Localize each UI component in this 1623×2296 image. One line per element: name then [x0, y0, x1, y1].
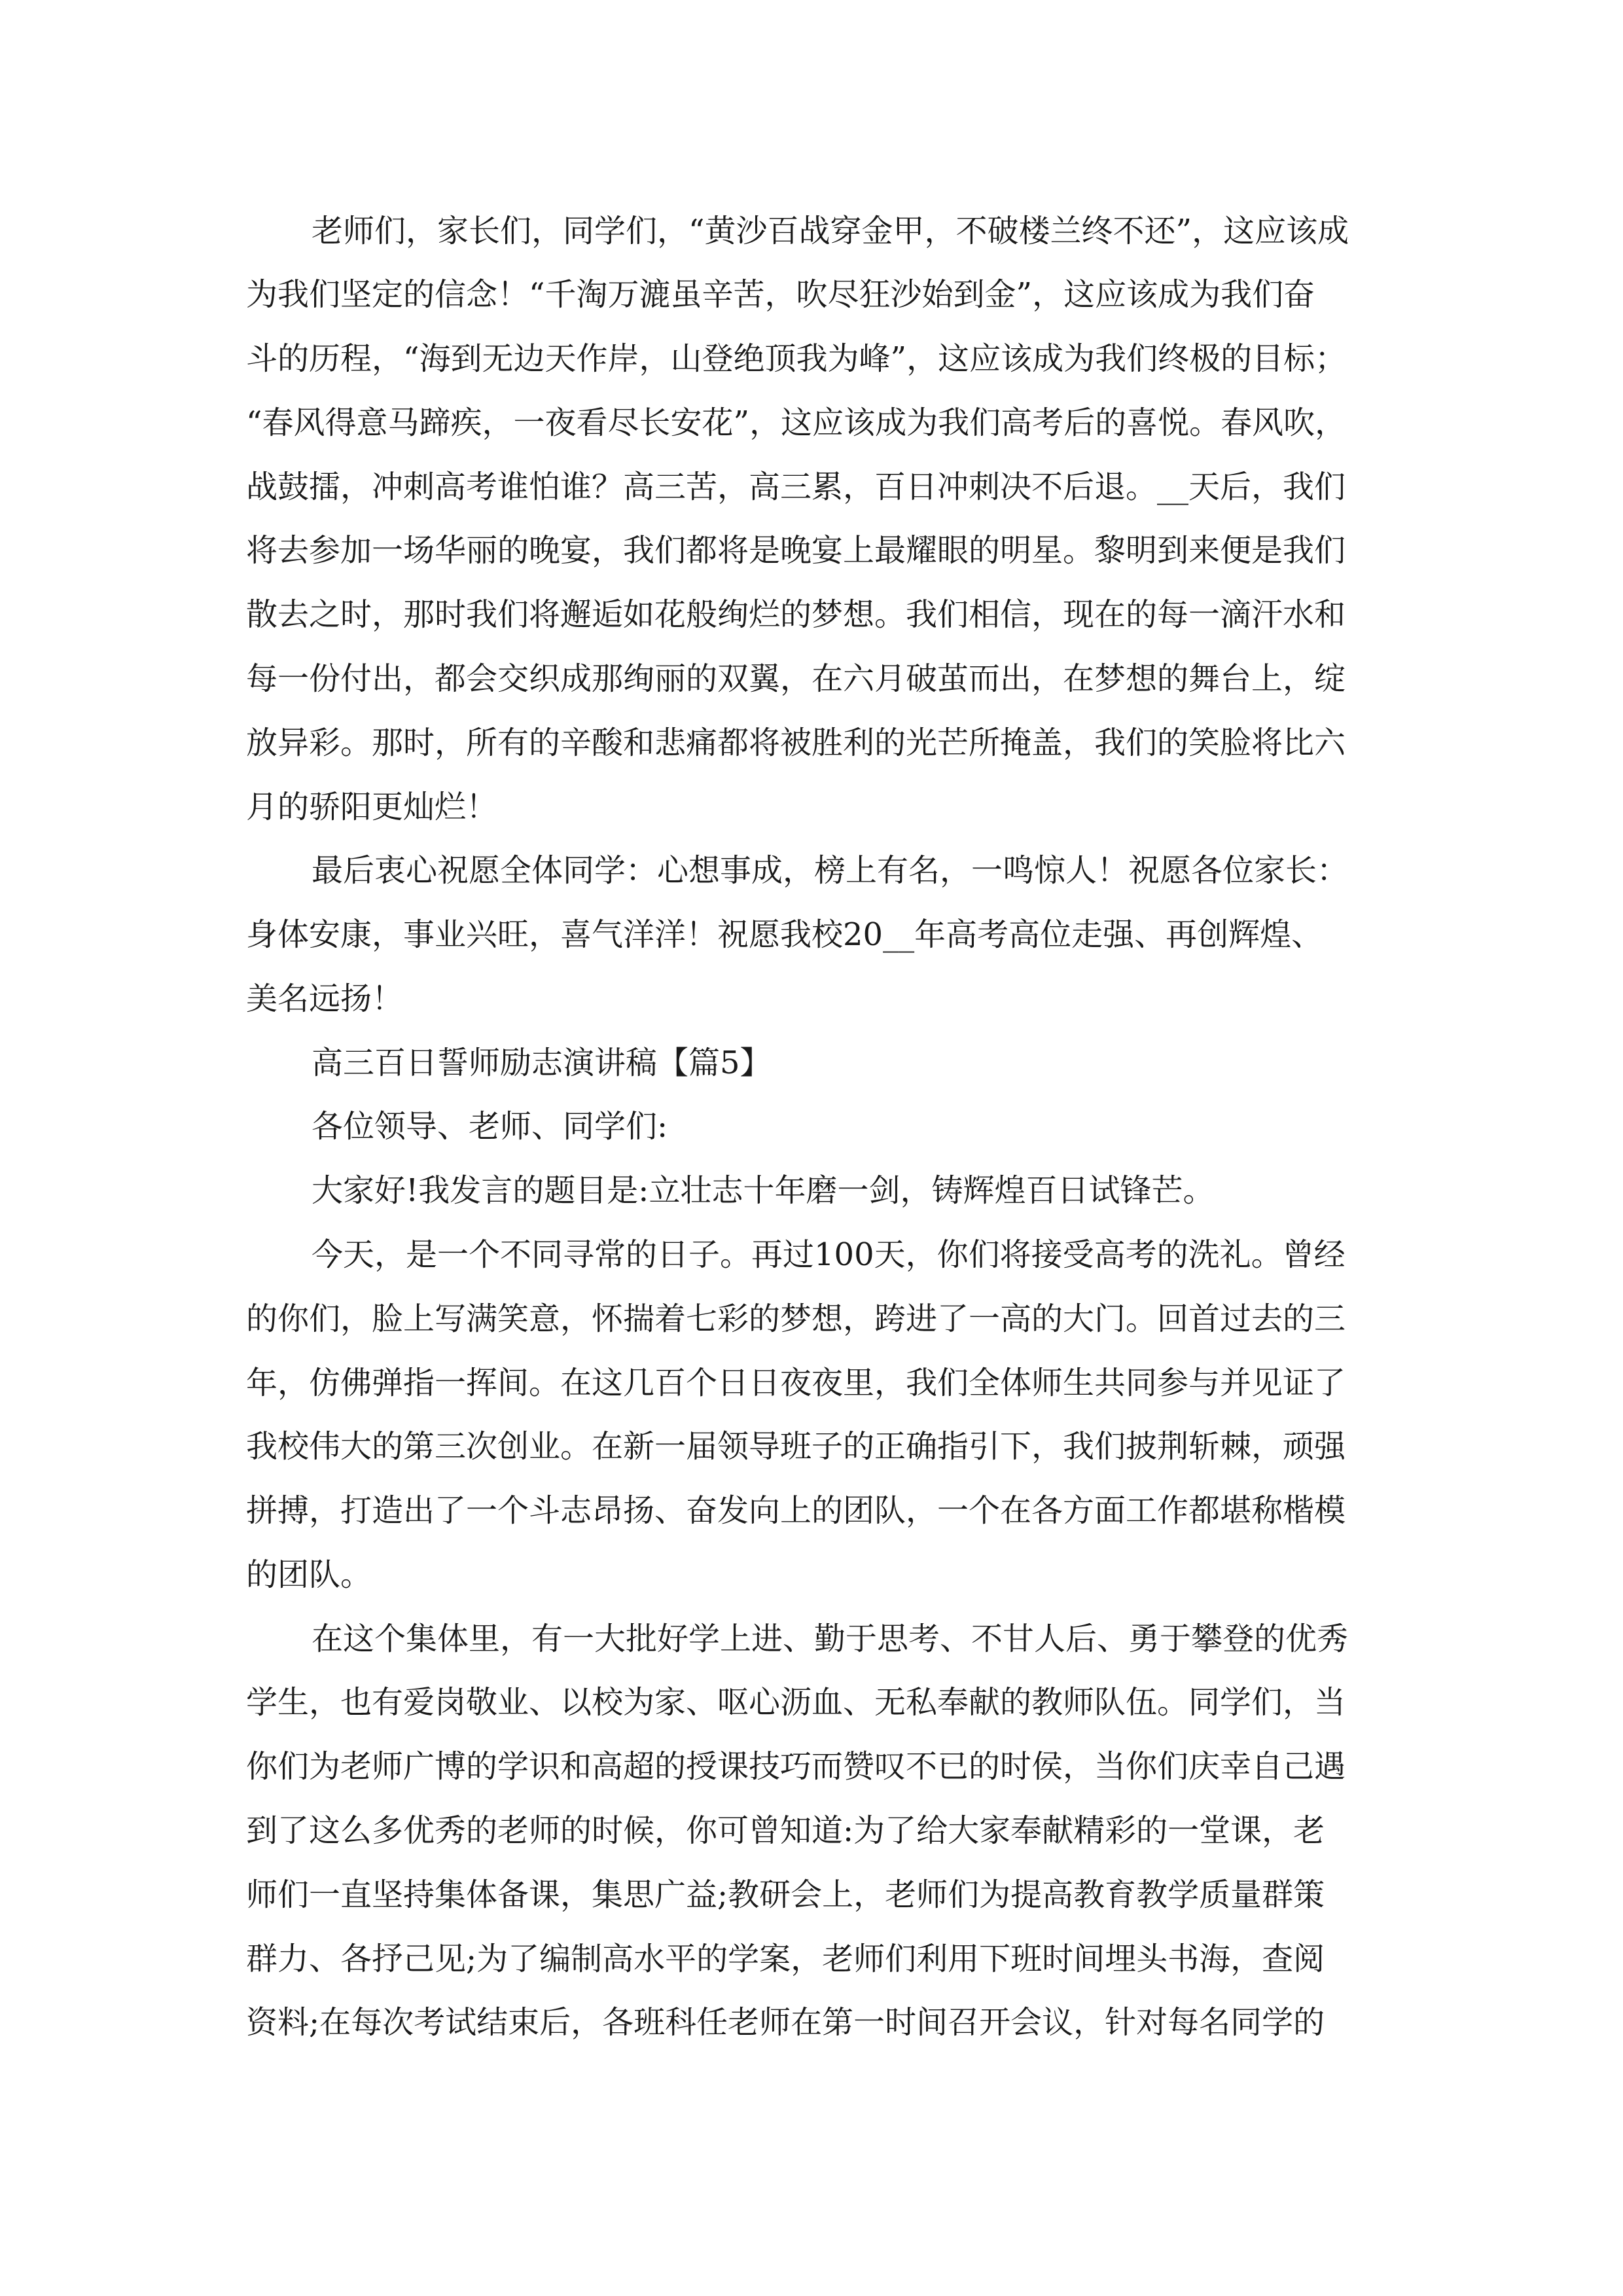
- paragraph-1-line-8: 每一份付出，都会交织成那绚丽的双翼，在六月破茧而出，在梦想的舞台上，绽: [246, 660, 1346, 697]
- paragraph-1-line-9: 放异彩。那时，所有的辛酸和悲痛都将被胜利的光芒所掩盖，我们的笑脸将比六: [246, 725, 1346, 761]
- paragraph-3-line-5: 拼搏，打造出了一个斗志昂扬、奋发向上的团队，一个在各方面工作都堪称楷模: [246, 1492, 1346, 1529]
- section-heading: 高三百日誓师励志演讲稿【篇5】: [312, 1045, 772, 1081]
- paragraph-1-line-2: 为我们坚定的信念！“千淘万漉虽辛苦，吹尽狂沙始到金”，这应该成为我们奋: [246, 276, 1315, 313]
- paragraph-4-line-4: 到了这么多优秀的老师的时候，你可曾知道:为了给大家奉献精彩的一堂课，老: [246, 1812, 1325, 1849]
- paragraph-3-line-3: 年，仿佛弹指一挥间。在这几百个日日夜夜里，我们全体师生共同参与并见证了: [246, 1365, 1346, 1401]
- paragraph-4-line-7: 资料;在每次考试结束后，各班科任老师在第一时间召开会议，针对每名同学的: [246, 2004, 1325, 2041]
- paragraph-1-line-3: 斗的历程，“海到无边天作岸，山登绝顶我为峰”，这应该成为我们终极的目标；: [246, 340, 1347, 377]
- paragraph-1-line-5: 战鼓擂，冲刺高考谁怕谁？高三苦，高三累，百日冲刺决不后退。__天后，我们: [246, 469, 1346, 505]
- paragraph-4-line-1: 在这个集体里，有一大批好学上进、勤于思考、不甘人后、勇于攀登的优秀: [312, 1621, 1349, 1657]
- paragraph-1-line-7: 散去之时，那时我们将邂逅如花般绚烂的梦想。我们相信，现在的每一滴汗水和: [246, 596, 1346, 633]
- salutation-line: 各位领导、老师、同学们:: [312, 1108, 668, 1145]
- paragraph-1-line-1: 老师们，家长们，同学们，“黄沙百战穿金甲，不破楼兰终不还”，这应该成: [312, 213, 1349, 249]
- paragraph-4-line-5: 师们一直坚持集体备课，集思广益;教研会上，老师们为提高教育教学质量群策: [246, 1876, 1325, 1913]
- topic-line: 大家好!我发言的题目是:立壮志十年磨一剑，铸辉煌百日试锋芒。: [312, 1172, 1215, 1209]
- paragraph-3-line-2: 的你们，脸上写满笑意，怀揣着七彩的梦想，跨进了一高的大门。回首过去的三: [246, 1300, 1346, 1337]
- paragraph-2-line-3: 美名远扬！: [246, 980, 404, 1017]
- paragraph-1-line-10: 月的骄阳更灿烂！: [246, 789, 498, 825]
- paragraph-4-line-3: 你们为老师广博的学识和高超的授课技巧而赞叹不已的时侯，当你们庆幸自己遇: [246, 1748, 1346, 1785]
- paragraph-2-line-1: 最后衷心祝愿全体同学：心想事成，榜上有名，一鸣惊人！祝愿各位家长：: [312, 852, 1349, 889]
- paragraph-3-line-1: 今天，是一个不同寻常的日子。再过100天，你们将接受高考的洗礼。曾经: [312, 1236, 1346, 1273]
- paragraph-4-line-6: 群力、各抒己见;为了编制高水平的学案，老师们利用下班时间埋头书海，查阅: [246, 1941, 1325, 1977]
- paragraph-3-line-6: 的团队。: [246, 1556, 372, 1593]
- paragraph-1-line-4: “春风得意马蹄疾，一夜看尽长安花”，这应该成为我们高考后的喜悦。春风吹，: [246, 404, 1347, 441]
- paragraph-2-line-2: 身体安康，事业兴旺，喜气洋洋！祝愿我校20__年高考高位走强、再创辉煌、: [246, 916, 1323, 953]
- paragraph-1-line-6: 将去参加一场华丽的晚宴，我们都将是晚宴上最耀眼的明星。黎明到来便是我们: [246, 532, 1346, 569]
- paragraph-3-line-4: 我校伟大的第三次创业。在新一届领导班子的正确指引下，我们披荆斩棘，顽强: [246, 1428, 1346, 1465]
- paragraph-4-line-2: 学生，也有爱岗敬业、以校为家、呕心沥血、无私奉献的教师队伍。同学们，当: [246, 1684, 1346, 1721]
